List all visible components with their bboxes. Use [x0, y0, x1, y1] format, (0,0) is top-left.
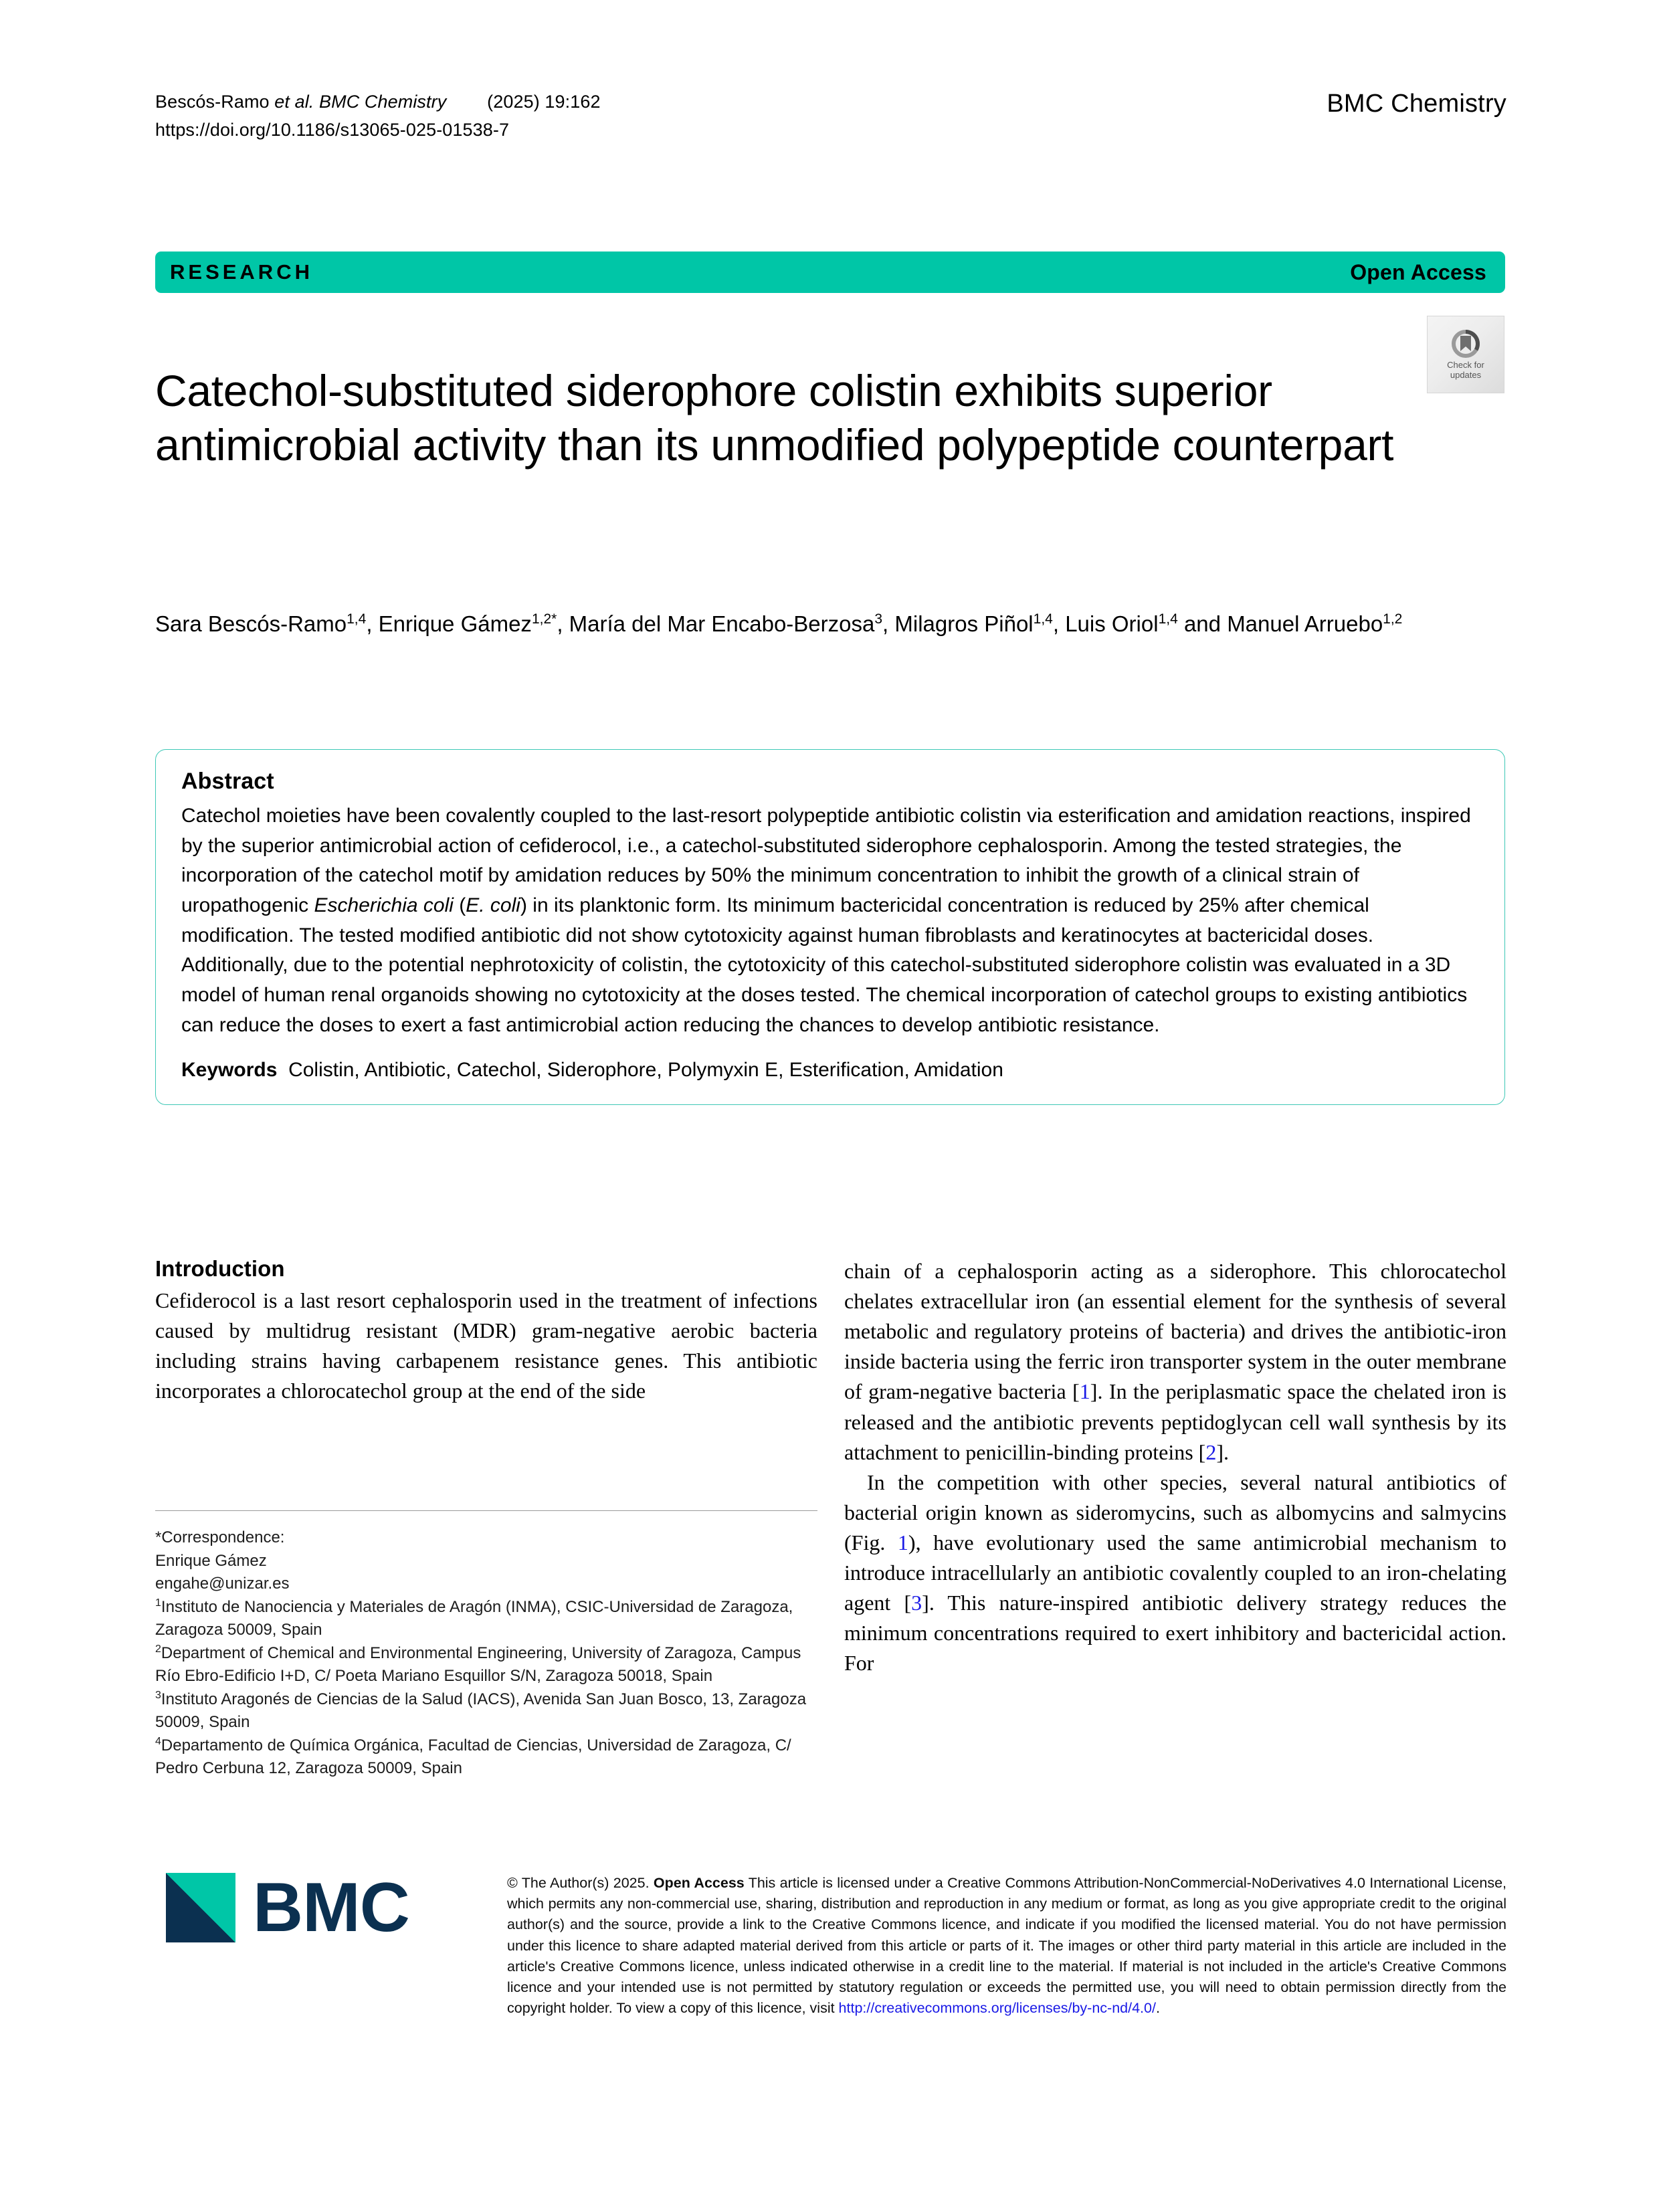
para-text-b: ]. In the periplasmatic space the chelated iron is released and the antibiotic prevents peptidoglycan cell wall synthesis by its attachment to penicillin-binding proteins [: [844, 1379, 1507, 1464]
author-affil-sup: 1,2: [1383, 611, 1403, 627]
abstract-part-1: Catechol moieties have been covalently coupled to the last-resort polypeptide antibiotic colistin via esterification and amidation reactions, inspired by the superior antimicrobial action of cefiderocol, i.e., a catechol-substituted siderophore cephalosporin. Among the tested strategies, the incorporation of the catechol motif by amidation reduces by 50% the minimum concentration to inhibit the growth of a clinical strain of uropathogenic: [181, 805, 1471, 917]
author-name: María del Mar Encabo-Berzosa: [569, 611, 875, 636]
author-item: [379, 611, 569, 636]
para-text-c: ].: [1216, 1439, 1229, 1464]
citation-author: Bescós-Ramo: [155, 92, 275, 112]
affiliation-number: 1: [155, 1597, 161, 1609]
author-name: Milagros Piñol: [894, 611, 1034, 636]
para2-text-a: In the competition with other species, several natural antibiotics of bacterial origin known as sideromycins, such as albomycins and salmycins (Fig.: [844, 1470, 1506, 1554]
author-item: [155, 611, 379, 636]
author-name: Sara Bescós-Ramo: [155, 611, 347, 636]
affiliation-text: Instituto de Nanociencia y Materiales de Aragón (INMA), CSIC-Universidad de Zaragoza, Zaragoza 50009, Spain: [155, 1597, 793, 1639]
para2-text-c: ]. This nature-inspired antibiotic delivery strategy reduces the minimum concentrations required to exert inhibitory and bactericidal action. For: [844, 1591, 1507, 1676]
citation-link-1[interactable]: 1: [1079, 1379, 1090, 1404]
author-sep: and: [1177, 611, 1228, 636]
doi-line[interactable]: https://doi.org/10.1186/s13065-025-01538-7: [155, 119, 510, 140]
affiliation-item: [155, 1642, 824, 1688]
research-open-access-banner: [155, 252, 1505, 293]
affiliation-number: 4: [155, 1735, 161, 1747]
affiliation-item: [155, 1734, 824, 1781]
crossmark-line1: Check for: [1447, 360, 1484, 371]
correspondence-email[interactable]: engahe@unizar.es: [155, 1575, 290, 1593]
running-head-left: [155, 88, 601, 144]
author-sep: ,: [557, 611, 569, 636]
affiliation-item: [155, 1688, 824, 1734]
license-body: This article is licensed under a Creative Commons Attribution-NonCommercial-NoDerivatives 4.0 International License, which permits any non-commercial use, sharing, distribution and reproduction in any medium or format, as long as you give appropriate credit to the original author(s) and the source, provide a link to the Creative Commons licence, and indicate if you modified the licensed material. You do not have permission under this licence to share adapted material derived from this article or parts of it. The images or other third party material in this article are included in the article's Creative Commons licence, unless indicated otherwise in a credit line to the material. If material is not included in the article's Creative Commons licence and your intended use is not permitted by statutory regulation or exceeds the permitted use, you will need to obtain permission directly from the copyright holder. To view a copy of this licence, visit: [507, 1875, 1506, 2017]
bmc-mark-icon: [166, 1873, 235, 1942]
keywords-line: [181, 1055, 1479, 1085]
license-copyright: © The Author(s) 2025.: [507, 1875, 654, 1891]
article-title: Catechol-substituted siderophore colistin exhibits superior antimicrobial activity than its unmodified polypeptide counterpart: [155, 366, 1394, 470]
license-period: .: [1155, 2000, 1160, 2017]
author-affil-sup: 1,4: [1033, 611, 1053, 627]
correspondence-divider: [155, 1510, 817, 1511]
abstract-part-2: (: [453, 894, 466, 917]
author-name: Enrique Gámez: [378, 611, 532, 636]
keywords-label: Keywords: [181, 1058, 278, 1081]
introduction-right-column: [844, 1256, 1506, 1679]
introduction-left-column: [155, 1256, 817, 1406]
abstract-species-2: E. coli: [466, 894, 520, 917]
bmc-triangle: [166, 1873, 235, 1942]
author-affil-sup: 1,2*: [531, 611, 557, 627]
author-item: [569, 611, 895, 636]
introduction-paragraph-left: Cefiderocol is a last resort cephalosporin used in the treatment of infections caused by multidrug resistant (MDR) gram-negative aerobic bacteria including strains having carbapenem resistance genes. This antibiotic incorporates a chlorocatechol group at the end of the side: [155, 1288, 817, 1403]
running-head: [155, 88, 1506, 144]
bmc-logo: [166, 1869, 409, 1946]
citation-volume: (2025) 19:162: [446, 92, 601, 112]
citation-link-3[interactable]: 3: [911, 1591, 922, 1615]
abstract-species-1: Escherichia coli: [314, 894, 454, 917]
author-list: [155, 607, 1426, 641]
para-text-a: chain of a cephalosporin acting as a siderophore. This chlorocatechol chelates extracellular iron (an essential element for the synthesis of several metabolic and regulatory proteins of bacteria) and drives the antibiotic-iron inside bacteria using the ferric iron transporter system in the outer membrane of gram-negative bacteria [: [844, 1259, 1506, 1404]
affiliation-number: 3: [155, 1689, 161, 1701]
journal-title: BMC Chemistry: [1327, 90, 1506, 118]
correspondence-name: Enrique Gámez: [155, 1551, 267, 1570]
author-item: [894, 611, 1065, 636]
citation-link-2[interactable]: 2: [1205, 1439, 1217, 1464]
introduction-paragraph-right-2: [844, 1468, 1506, 1679]
abstract-text: [181, 801, 1479, 1041]
figure-link-1[interactable]: 1: [897, 1530, 908, 1554]
author-item: [1227, 611, 1402, 636]
crossmark-line2: updates: [1450, 370, 1482, 380]
license-statement: [507, 1873, 1506, 2019]
author-sep: ,: [1052, 611, 1066, 636]
author-name: Manuel Arruebo: [1227, 611, 1383, 636]
affiliation-text: Departamento de Química Orgánica, Facultad de Ciencias, Universidad de Zaragoza, C/ Pedro Cerbuna 12, Zaragoza 50009, Spain: [155, 1736, 791, 1778]
license-url-link[interactable]: http://creativecommons.org/licenses/by-nc-nd/4.0/: [838, 2000, 1156, 2017]
author-affil-sup: 1,4: [1158, 611, 1178, 627]
affiliation-item: [155, 1596, 824, 1642]
abstract-heading: Abstract: [181, 769, 274, 794]
open-access-label: Open Access: [1350, 260, 1486, 284]
abstract-part-3: ) in its planktonic form. Its minimum bactericidal concentration is reduced by 25% after chemical modification. The tested modified antibiotic did not show cytotoxicity against human fibroblasts and keratinocytes at bactericidal doses. Additionally, due to the potential nephrotoxicity of colistin, the cytotoxicity of this catechol-substituted siderophore colistin was evaluated in a 3D model of human renal organoids showing no cytotoxicity at the doses tested. The chemical incorporation of catechol groups to existing antibiotics can reduce the doses to exert a fast antimicrobial action reducing the chances to develop antibiotic resistance.: [181, 894, 1468, 1036]
keywords-value: Colistin, Antibiotic, Catechol, Siderophore, Polymyxin E, Esterification, Amidation: [288, 1058, 1003, 1081]
crossmark-icon: [1450, 328, 1481, 361]
author-sep: ,: [366, 611, 379, 636]
bmc-wordmark: BMC: [253, 1869, 409, 1946]
author-affil-sup: 1,4: [347, 611, 367, 627]
citation-journal: et al. BMC Chemistry: [274, 92, 447, 112]
affiliation-text: Department of Chemical and Environmental Engineering, University of Zaragoza, Campus Río Ebro-Edificio I+D, C/ Poeta Mariano Esquillor S/N, Zaragoza 50018, Spain: [155, 1643, 801, 1686]
correspondence-block: [155, 1526, 824, 1781]
correspondence-label: *Correspondence:: [155, 1528, 285, 1546]
affiliation-number: 2: [155, 1643, 161, 1655]
running-head-citation: [155, 88, 601, 116]
check-for-updates-badge[interactable]: [1427, 316, 1504, 393]
introduction-heading: Introduction: [155, 1256, 285, 1281]
research-label: RESEARCH: [170, 260, 313, 284]
author-sep: ,: [882, 611, 895, 636]
author-item: [1065, 611, 1227, 636]
abstract-box: [155, 749, 1505, 1105]
author-affil-sup: 3: [874, 611, 883, 627]
para2-text-b: ), have evolutionary used the same antimicrobial mechanism to introduce intracellularly an antibiotic covalently coupled to an iron-chelating agent [: [844, 1530, 1507, 1615]
affiliation-text: Instituto Aragonés de Ciencias de la Salud (IACS), Avenida San Juan Bosco, 13, Zaragoza 50009, Spain: [155, 1690, 807, 1732]
introduction-paragraph-right-1: [844, 1256, 1506, 1468]
author-name: Luis Oriol: [1065, 611, 1159, 636]
license-open-access: Open Access: [653, 1875, 745, 1891]
